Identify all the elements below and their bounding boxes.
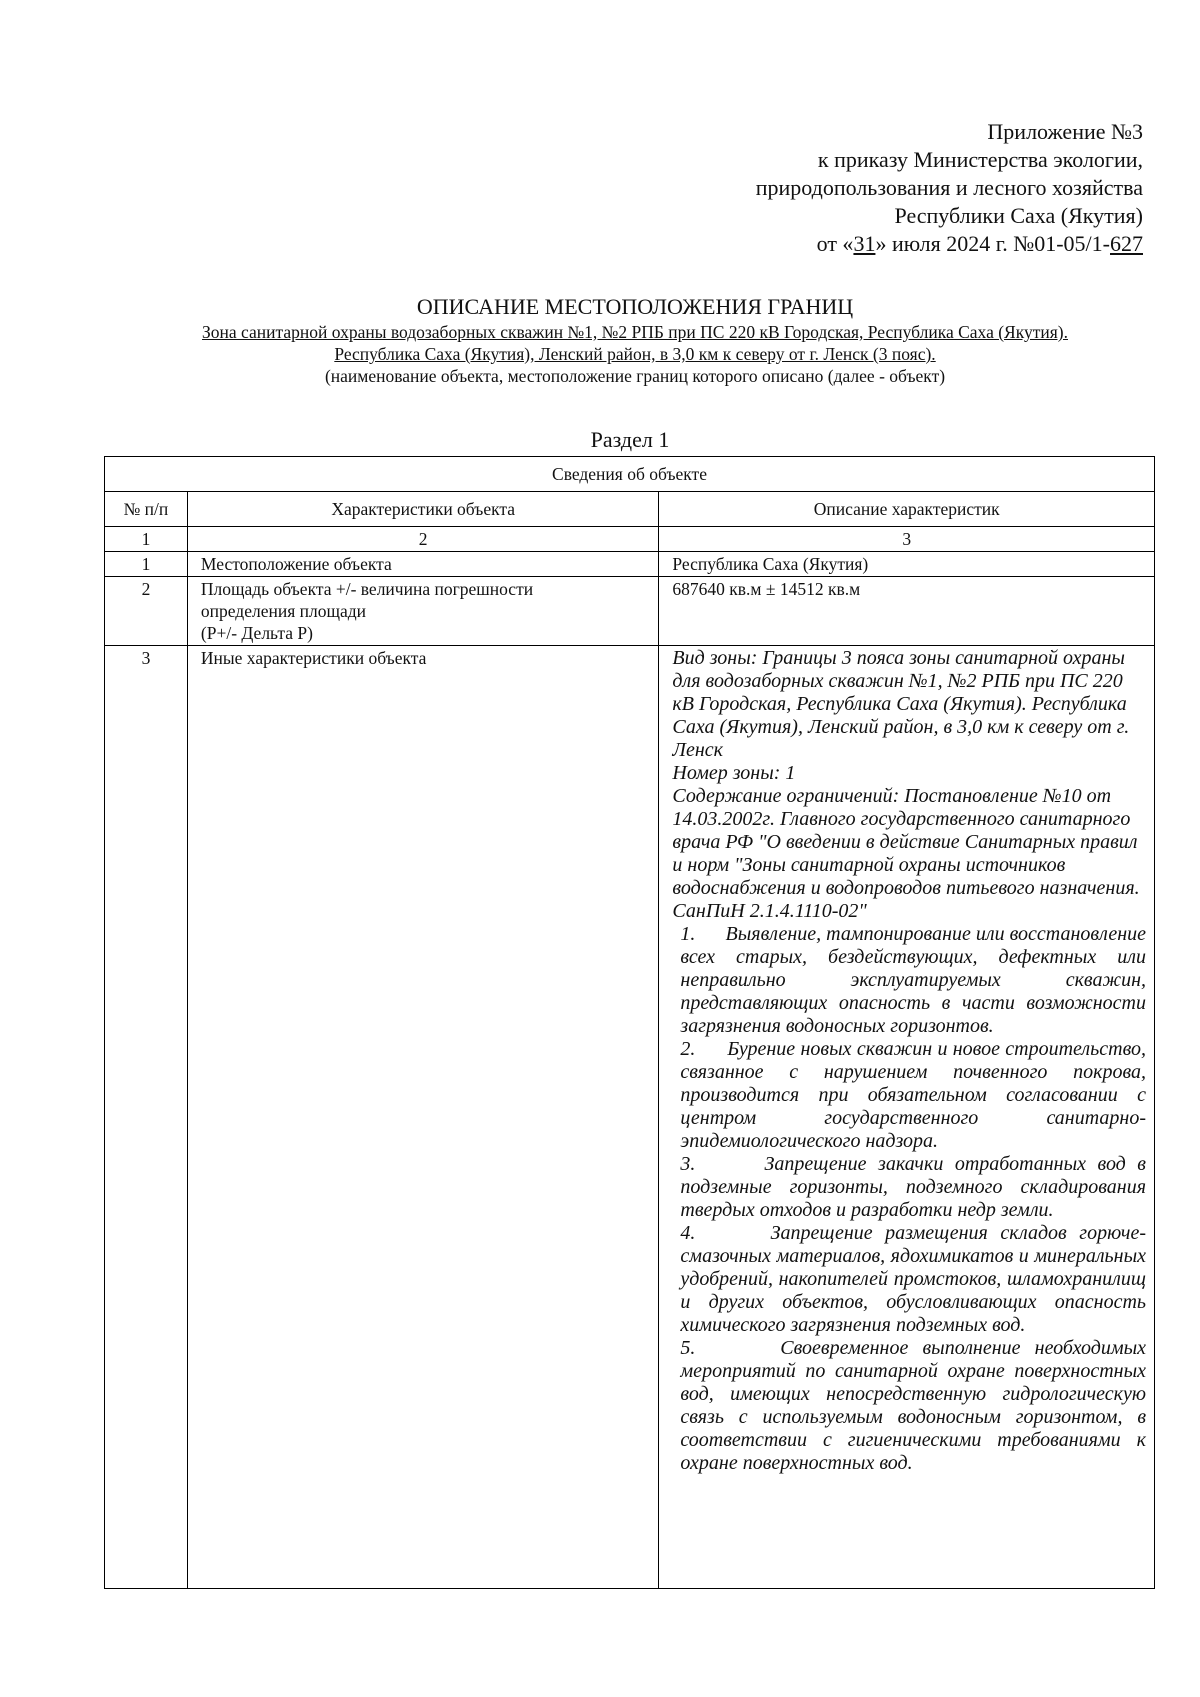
table-row bbox=[105, 577, 1155, 646]
annex-date-prefix: от « bbox=[816, 231, 854, 256]
object-name-line-2: Республика Саха (Якутия), Ленский район, в 3,0 км к северу от г. Ленск (3 пояс). bbox=[334, 344, 936, 364]
restriction-item: 2. Бурение новых скважин и новое строительство, связанное с нарушением почвенного покрова, производится при обязательном согласовании с центром государственного санитарно-эпидемиологического надзора. bbox=[680, 1038, 1146, 1152]
row-characteristic: Иные характеристики объекта bbox=[187, 646, 659, 1589]
area-label-line-3: (P+/- Дельта P) bbox=[200, 623, 313, 643]
restriction-item: 3. Запрещение закачки отработанных вод в подземные горизонты, подземного складирования твердых отходов и разработки недр земли. bbox=[680, 1153, 1146, 1221]
object-name-line-1: Зона санитарной охраны водозаборных скважин №1, №2 РПБ при ПС 220 кВ Городская, Республика Саха (Якутия). bbox=[202, 322, 1068, 342]
table-caption-row bbox=[105, 457, 1155, 492]
annex-ministry-line: природопользования и лесного хозяйства bbox=[755, 175, 1143, 200]
table-header-row bbox=[105, 492, 1155, 527]
row-number: 3 bbox=[105, 646, 188, 1589]
column-number-1: 1 bbox=[105, 527, 188, 552]
object-info-table bbox=[104, 456, 1155, 1589]
row-value bbox=[659, 646, 1155, 1589]
restrictions: Содержание ограничений: Постановление №10 от 14.03.2002г. Главного государственного санитарного врача РФ "О введении в действие Санитарных правил и норм "Зоны санитарной охраны источников водоснабжения и водопроводов питьевого назначения. СанПиН 2.1.4.1110-02" bbox=[672, 785, 1140, 922]
header-characteristics: Характеристики объекта bbox=[187, 492, 659, 527]
annex-order-line: к приказу Министерства экологии, bbox=[817, 147, 1143, 172]
column-number-3: 3 bbox=[659, 527, 1155, 552]
area-label-line-1: Площадь объекта +/- величина погрешности bbox=[200, 579, 534, 599]
row-value: Республика Саха (Якутия) bbox=[659, 552, 1155, 577]
zone-number: Номер зоны: 1 bbox=[672, 762, 796, 784]
section-title: Раздел 1 bbox=[590, 427, 670, 452]
annex-date-middle: » июля 2024 г. №01-05/1- bbox=[875, 231, 1110, 256]
object-name-caption: (наименование объекта, местоположение границ которого описано (далее - объект) bbox=[324, 366, 946, 386]
header-description: Описание характеристик bbox=[659, 492, 1155, 527]
annex-date-line bbox=[756, 230, 1143, 258]
area-label-line-2: определения площади bbox=[200, 601, 366, 621]
header-number: № п/п bbox=[105, 492, 188, 527]
annex-order-number: 627 bbox=[1110, 231, 1143, 256]
zone-type: Вид зоны: Границы 3 пояса зоны санитарной охраны для водозаборных скважин №1, №2 РПБ при ПС 220 кВ Городская, Республика Саха (Якутия). Республика Саха (Якутия), Ленский район, в 3,0 км к северу от г. Ленск bbox=[672, 647, 1130, 761]
row-number: 1 bbox=[105, 552, 188, 577]
row-characteristic: Местоположение объекта bbox=[187, 552, 659, 577]
table-row bbox=[105, 646, 1155, 1589]
document-title: ОПИСАНИЕ МЕСТОПОЛОЖЕНИЯ ГРАНИЦ bbox=[416, 294, 854, 319]
row-characteristic bbox=[187, 577, 659, 646]
annex-republic-line: Республики Саха (Якутия) bbox=[894, 203, 1143, 228]
column-number-2: 2 bbox=[187, 527, 659, 552]
table-row bbox=[105, 552, 1155, 577]
restriction-item: 1. Выявление, тампонирование или восстановление всех старых, бездействующих, дефектных или неправильно эксплуатируемых скважин, представляющих опасность в части возможности загрязнения водоносных горизонтов. bbox=[680, 923, 1146, 1037]
table-numbering-row bbox=[105, 527, 1155, 552]
annex-title: Приложение №3 bbox=[987, 119, 1143, 144]
row-number: 2 bbox=[105, 577, 188, 646]
row-value: 687640 кв.м ± 14512 кв.м bbox=[659, 577, 1155, 646]
title-block bbox=[60, 293, 1200, 387]
annex-header bbox=[756, 118, 1143, 258]
restriction-item: 4. Запрещение размещения складов горюче-смазочных материалов, ядохимикатов и минеральных удобрений, накопителей промстоков, шламохранилищ и других объектов, обусловливающих опасность химического загрязнения подземных вод. bbox=[680, 1222, 1146, 1336]
table-caption: Сведения об объекте bbox=[105, 457, 1155, 492]
annex-date-day: 31 bbox=[853, 231, 876, 256]
restriction-item: 5. Своевременное выполнение необходимых мероприятий по санитарной охране поверхностных вод, имеющих непосредственную гидрологическую связь с используемым водоносным горизонтом, в соответствии с гигиеническими требованиями к охране поверхностных вод. bbox=[680, 1337, 1146, 1474]
